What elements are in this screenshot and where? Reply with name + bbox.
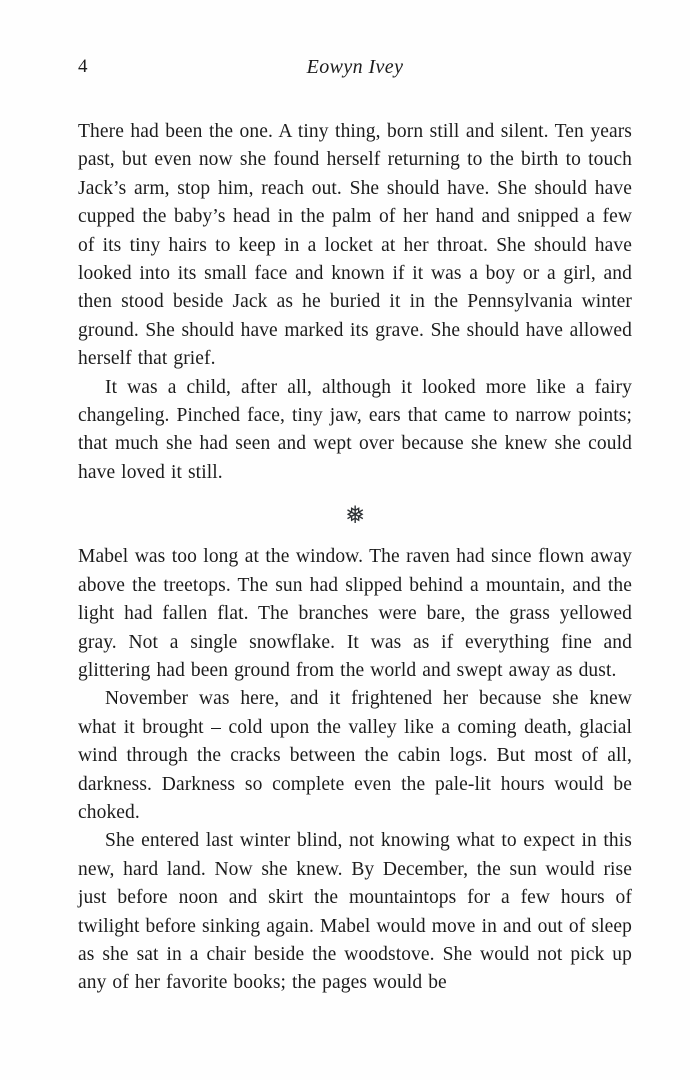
snowflake-icon: ❅ <box>344 501 366 530</box>
page-number: 4 <box>78 56 88 77</box>
paragraph: There had been the one. A tiny thing, born still and silent. Ten years past, but even now she found herself returning to the birth to touch Jack’s arm, stop him, reach out. She should have. She should have cupped the baby’s head in the palm of her hand and snipped a few of its tiny hairs to keep in a locket at her throat. She should have looked into its small face and known if it was a boy or a girl, and then stood beside Jack as he buried it in the Pennsylvania winter ground. She should have marked its grave. She should have allowed herself that grief. <box>78 121 632 370</box>
page-body <box>78 118 632 998</box>
running-head: Eowyn Ivey <box>306 56 404 78</box>
paragraph: November was here, and it frightened her because she knew what it brought – cold upon the valley like a coming death, glacial wind through the cracks between the cabin logs. But most of all, darkness. Darkness so complete even the pale-lit hours would be choked. <box>78 688 632 823</box>
paragraph: Mabel was too long at the window. The raven had since flown away above the treetops. The sun had slipped behind a mountain, and the light had fallen flat. The branches were bare, the grass yellowed gray. Not a single snowflake. It was as if everything fine and glittering had been ground from the world and swept away as dust. <box>78 546 632 681</box>
paragraph: It was a child, after all, although it looked more like a fairy changeling. Pinched face, tiny jaw, ears that came to narrow points; that much she had seen and wept over because she knew she could have loved it still. <box>78 376 632 483</box>
section-break <box>78 487 632 543</box>
paragraph: She entered last winter blind, not knowing what to expect in this new, hard land. Now she knew. By December, the sun would rise just before noon and skirt the mountaintops for a few hours of twilight before sinking again. Mabel would move in and out of sleep as she sat in a chair beside the woodstove. She would not pick up any of her favorite books; the pages would be <box>78 830 632 994</box>
page-header <box>78 56 632 82</box>
